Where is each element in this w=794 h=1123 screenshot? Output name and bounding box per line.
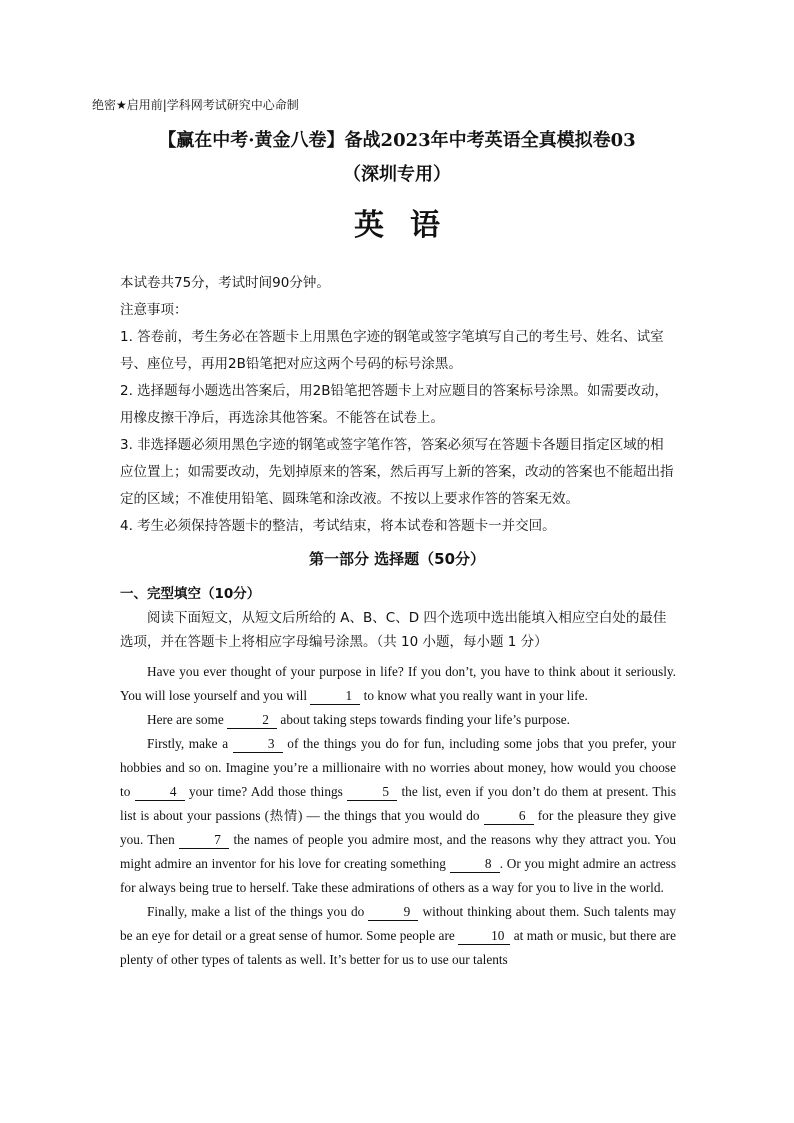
passage-paragraph (120, 660, 676, 708)
blank-10: 10 (458, 928, 510, 945)
blank-2: 2 (227, 712, 277, 729)
blank-1: 1 (310, 688, 360, 705)
subject-heading: 英语 (354, 208, 466, 243)
passage-text: about taking steps towards finding your life’s purpose. (277, 712, 570, 727)
passage-text: without thinking about them. Such talents may be an eye for detail or a great sense of humor. Some people are (120, 904, 676, 943)
passage-text: at math or music, but there are plenty of other types of talents as well. It’s better for us to use our talents (120, 928, 676, 967)
passage-paragraph (120, 900, 676, 972)
passage-text: Here are some (147, 712, 228, 727)
blank-6: 6 (484, 808, 534, 825)
exam-title: 【赢在中考·黄金八卷】备战2023年中考英语全真模拟卷03 (158, 130, 636, 151)
blank-5: 5 (347, 784, 397, 801)
notes-item: 2. 选择题每小题选出答案后，用2B铅笔把答题卡上对应题目的答案标号涂黑。如需要改动，用橡皮擦干净后，再选涂其他答案。不能答在试卷上。 (120, 383, 669, 426)
blank-8: 8 (450, 856, 500, 873)
passage-paragraph (120, 708, 676, 732)
exam-notes (120, 270, 676, 540)
exam-subtitle: （深圳专用） (343, 164, 451, 185)
cloze-passage (120, 660, 676, 972)
secret-line: 绝密★启用前|学科网考试研究中心命制 (92, 98, 299, 112)
cloze-heading: 一、完型填空（10分） (120, 586, 261, 602)
notes-label: 注意事项： (120, 302, 188, 318)
passage-text: your time? Add those things (184, 784, 348, 799)
blank-7: 7 (179, 832, 229, 849)
passage-text: Firstly, make a (147, 736, 233, 751)
passage-paragraph (120, 732, 676, 900)
blank-4: 4 (135, 784, 185, 801)
section-title: 第一部分 选择题（50分） (308, 550, 486, 568)
notes-item: 4. 考生必须保持答题卡的整洁，考试结束，将本试卷和答题卡一并交回。 (120, 518, 556, 534)
notes-intro: 本试卷共75分，考试时间90分钟。 (120, 275, 330, 291)
passage-text: the list, even if you don’t do them at present. This list is about your passions (热情) — the things that you would do (120, 784, 676, 823)
passage-text: the names of people you admire most, and the reasons why they attract you. You might admire an inventor for his love for creating something (120, 832, 676, 871)
passage-text: Have you ever thought of your purpose in life? If you don’t, you have to think about it seriously. You will lose yourself and you will (120, 664, 676, 703)
cloze-instructions: 阅读下面短文，从短文后所给的 A、B、C、D 四个选项中选出能填入相应空白处的最佳选项，并在答题卡上将相应字母编号涂黑。（共 10 小题，每小题 1 分） (120, 610, 667, 650)
passage-text: to know what you really want in your life. (360, 688, 588, 703)
passage-text: for the pleasure they give you. Then (120, 808, 676, 847)
passage-text: . Or you might admire an actress for always being true to herself. Take these admirations of others as a way for you to live in the world. (120, 856, 676, 895)
notes-item: 3. 非选择题必须用黑色字迹的钢笔或签字笔作答，答案必须写在答题卡各题目指定区域的相应位置上；如需要改动，先划掉原来的答案，然后再写上新的答案，改动的答案也不能超出指定的区域；不准使用铅笔、圆珠笔和涂改液。不按以上要求作答的答案无效。 (120, 437, 674, 507)
notes-item: 1. 答卷前，考生务必在答题卡上用黑色字迹的钢笔或签字笔填写自己的考生号、姓名、试室号、座位号，再用2B铅笔把对应这两个号码的标号涂黑。 (120, 329, 664, 372)
passage-text: Finally, make a list of the things you do (147, 904, 369, 919)
blank-3: 3 (233, 736, 283, 753)
passage-text: of the things you do for fun, including some jobs that you prefer, your hobbies and so on. Imagine you’re a millionaire with no worries about money, how would you choose to (120, 736, 676, 799)
blank-9: 9 (368, 904, 418, 921)
